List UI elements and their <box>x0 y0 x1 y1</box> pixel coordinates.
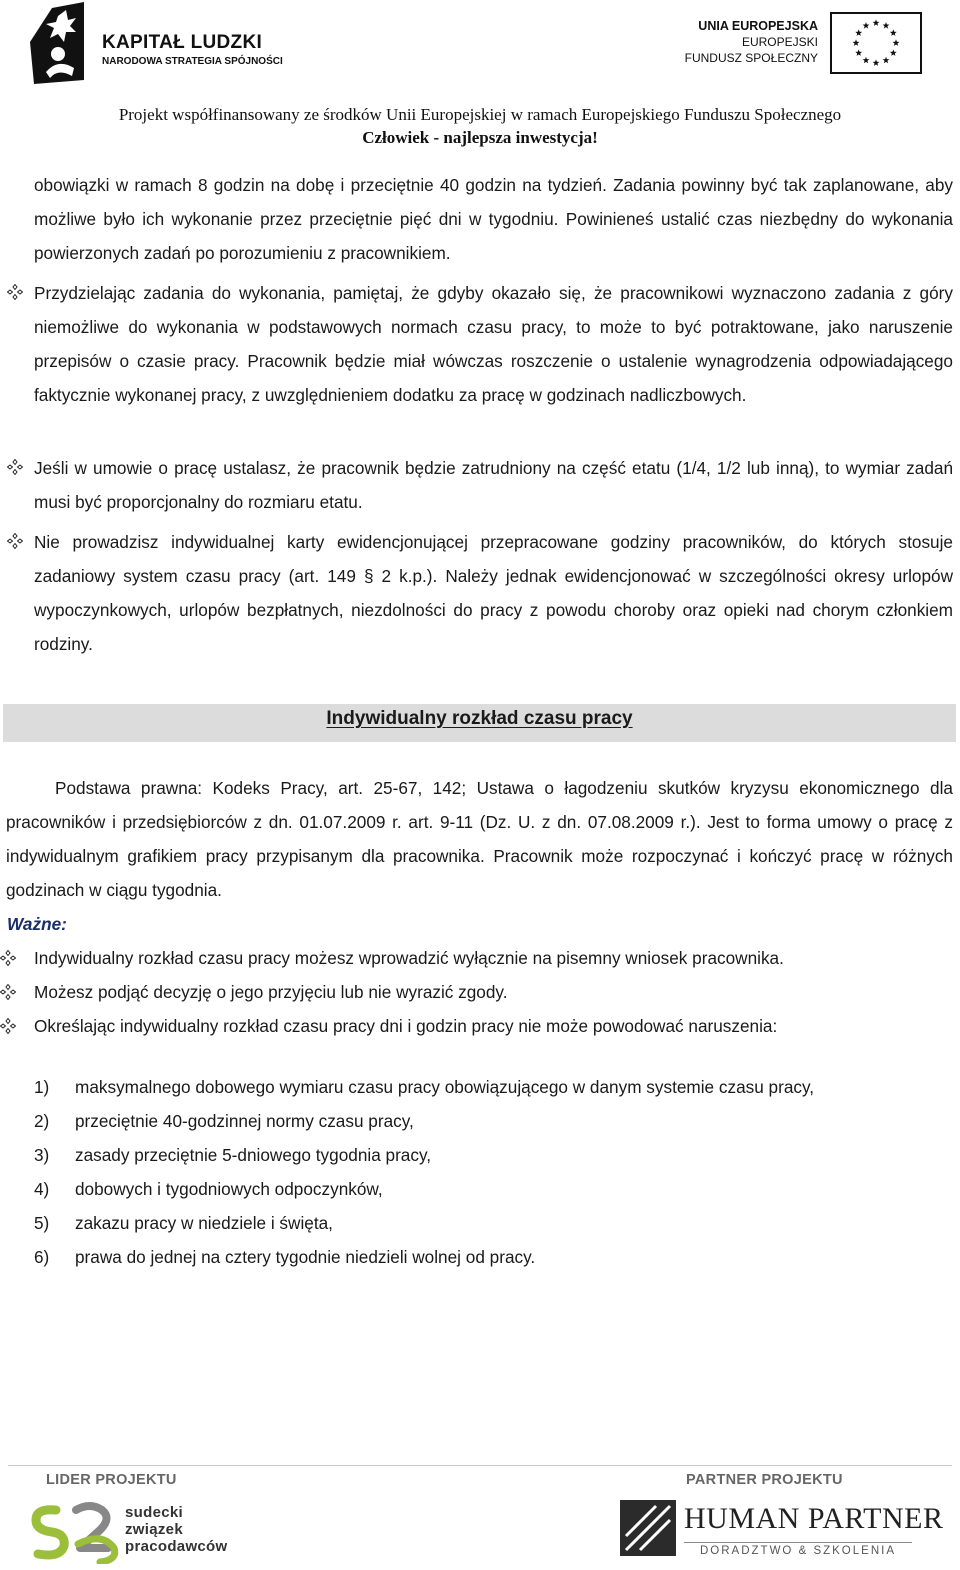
important-label: Ważne: <box>7 914 67 934</box>
footer-divider <box>8 1465 952 1466</box>
kapital-ludzki-logo <box>28 2 288 86</box>
four-diamond-bullet-icon <box>7 533 23 549</box>
list-item-text: prawa do jednej na cztery tygodnie niedzieli wolnej od pracy. <box>75 1247 536 1267</box>
human-partner-logo <box>620 1500 944 1560</box>
list-item-number: 3) <box>34 1145 50 1165</box>
list-item-number: 1) <box>34 1077 50 1097</box>
kl-title: KAPITAŁ LUDZKI <box>102 32 263 53</box>
szp-monogram-icon <box>30 1500 120 1564</box>
eu-logo-text <box>685 18 818 66</box>
four-diamond-bullet-icon <box>0 950 16 966</box>
list-item <box>34 1077 814 1098</box>
list-item-text: zakazu pracy w niedziele i święta, <box>75 1213 333 1233</box>
list-item-text: dobowych i tygodniowych odpoczynków, <box>75 1179 383 1199</box>
eu-flag-icon <box>830 12 922 74</box>
hp-tagline: DORADZTWO & SZKOLENIA <box>684 1542 912 1557</box>
list-item-number: 6) <box>34 1247 50 1267</box>
bullet-top-3: Nie prowadzisz indywidualnej karty ewidencjonującej przepracowane godziny pracowników, do których stosuje zadaniowy system czasu pracy (art. 149 § 2 k.p.). Należy jednak ewidencjonować w szczególności okresy urlopów wypoczynkowych, urlopów bezpłatnych, niezdolności do pracy z powodu choroby oraz opieki nad chorym członkiem rodziny. <box>34 532 953 654</box>
human-partner-mark-icon <box>620 1500 678 1558</box>
list-item-text: przeciętnie 40-godzinnej normy czasu pracy, <box>75 1111 414 1131</box>
bullet-top-2: Jeśli w umowie o pracę ustalasz, że pracownik będzie zatrudniony na część etatu (1/4, 1/2 lub inną), to wymiar zadań musi być proporcjonalny do rozmiaru etatu. <box>34 458 953 512</box>
partner-label: PARTNER PROJEKTU <box>686 1472 843 1488</box>
important-bullet-1: Indywidualny rozkład czasu pracy możesz wprowadzić wyłącznie na pisemny wniosek pracownika. <box>34 948 784 968</box>
four-diamond-bullet-icon <box>0 984 16 1000</box>
kapital-ludzki-emblem-icon <box>28 2 86 84</box>
list-item-number: 5) <box>34 1213 50 1233</box>
section-heading: Indywidualny rozkład czasu pracy <box>326 708 633 729</box>
four-diamond-bullet-icon <box>7 284 23 300</box>
list-item-number: 2) <box>34 1111 50 1131</box>
list-item <box>34 1111 414 1132</box>
list-item-text: maksymalnego dobowego wymiaru czasu pracy obowiązującego w danym systemie czasu pracy, <box>75 1077 815 1097</box>
bullet-top-1: Przydzielając zadania do wykonania, pamiętaj, że gdyby okazało się, że pracownikowi wyznaczono zadania z góry niemożliwe do wykonania w podstawowych normach czasu pracy, to może to być potraktowane, jako naruszenie przepisów o czasie pracy. Pracownik będzie miał wówczas roszczenie o ustalenie wynagrodzenia odpowiadającego faktycznie wykonanej pracy, z uwzględnieniem dodatku za pracę w godzinach nadliczbowych. <box>34 283 953 405</box>
continuation-paragraph: obowiązki w ramach 8 godzin na dobę i przeciętnie 40 godzin na tydzień. Zadania powinny być tak zaplanowane, aby możliwe było ich wykonanie przez przeciętnie pięć dni w tygodniu. Powinieneś ustalić czas niezbędny do wykonania powierzonych zadań po porozumieniu z pracownikiem. <box>34 175 953 263</box>
eu-line-1: UNIA EUROPEJSKA <box>698 19 818 33</box>
kl-subtitle: NARODOWA STRATEGIA SPÓJNOŚCI <box>102 56 283 67</box>
eu-line-3: FUNDUSZ SPOŁECZNY <box>684 51 818 65</box>
sudecki-zwiazek-pracodawcow-logo <box>30 1500 250 1564</box>
project-slogan: Człowiek - najlepsza inwestycja! <box>362 128 598 147</box>
eu-logo <box>684 12 926 76</box>
hp-wordmark: HUMAN PARTNER <box>684 1502 944 1535</box>
list-item <box>34 1247 535 1268</box>
list-item-number: 4) <box>34 1179 50 1199</box>
four-diamond-bullet-icon <box>0 1018 16 1034</box>
szp-line-1: sudecki <box>125 1504 183 1521</box>
szp-line-2: związek <box>125 1521 183 1538</box>
list-item <box>34 1213 333 1234</box>
project-cofinancing-line: Projekt współfinansowany ze środków Unii Europejskiej w ramach Europejskiego Funduszu Społecznego <box>118 105 842 124</box>
szp-wordmark <box>125 1504 228 1555</box>
important-bullet-3: Określając indywidualny rozkład czasu pracy dni i godzin pracy nie może powodować naruszenia: <box>34 1016 778 1036</box>
lider-label: LIDER PROJEKTU <box>46 1472 177 1488</box>
szp-line-3: pracodawców <box>125 1538 228 1555</box>
section-intro-paragraph: Podstawa prawna: Kodeks Pracy, art. 25-67, 142; Ustawa o łagodzeniu skutków kryzysu ekonomicznego dla pracowników i przedsiębiorców z dn. 01.07.2009 r. art. 9-11 (Dz. U. z dn. 07.08.2009 r.). Jest to forma umowy o pracę z indywidualnym grafikiem pracy przypisanym dla pracownika. Pracownik może rozpoczynać i kończyć pracę w różnych godzinach w ciągu tygodnia. <box>6 778 953 900</box>
list-item-text: zasady przeciętnie 5-dniowego tygodnia pracy, <box>75 1145 432 1165</box>
list-item <box>34 1145 431 1166</box>
four-diamond-bullet-icon <box>7 459 23 475</box>
list-item <box>34 1179 383 1200</box>
important-bullet-2: Możesz podjąć decyzję o jego przyjęciu lub nie wyrazić zgody. <box>34 982 508 1002</box>
section-heading-bar <box>3 704 956 742</box>
eu-line-2: EUROPEJSKI <box>741 35 818 49</box>
page-header <box>0 0 960 160</box>
